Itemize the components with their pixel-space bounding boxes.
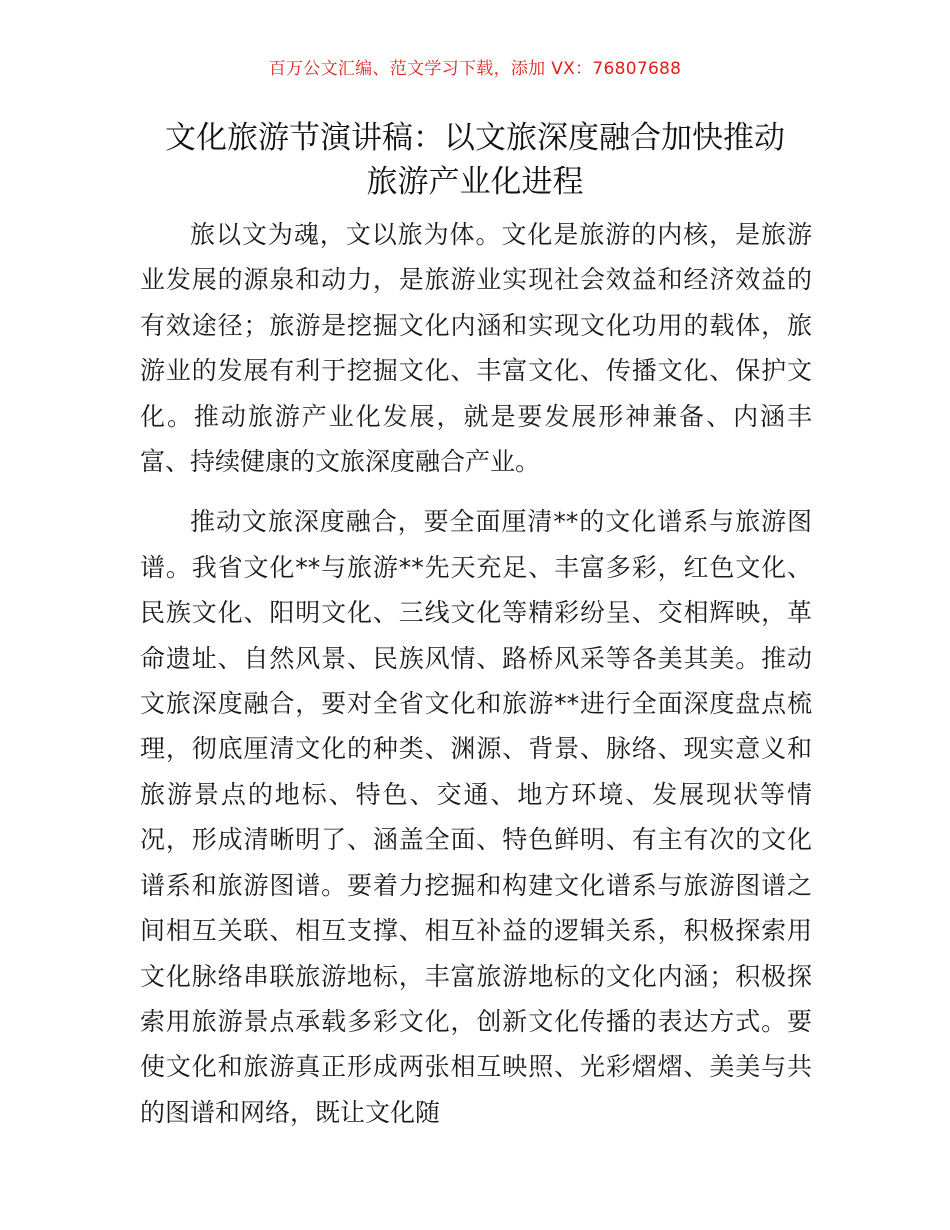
document-title [100, 116, 850, 204]
title-line-1: 文化旅游节演讲稿：以文旅深度融合加快推动 [165, 120, 785, 156]
paragraph-2: 推动文旅深度融合，要全面厘清**的文化谱系与旅游图谱。我省文化**与旅游**先天充足、丰富多彩，红色文化、民族文化、阳明文化、三线文化等精彩纷呈、交相辉映，革命遗址、自然风景、民族风情、路桥风采等各美其美。推动文旅深度融合，要对全省文化和旅游**进行全面深度盘点梳理，彻底厘清文化的种类、渊源、背景、脉络、现实意义和旅游景点的地标、特色、交通、地方环境、发展现状等情况，形成清晰明了、涵盖全面、特色鲜明、有主有次的文化谱系和旅游图谱。要着力挖掘和构建文化谱系与旅游图谱之间相互关联、相互支撑、相互补益的逻辑关系，积极探索用文化脉络串联旅游地标，丰富旅游地标的文化内涵；积极探索用旅游景点承载多彩文化，创新文化传播的表达方式。要使文化和旅游真正形成两张相互映照、光彩熠熠、美美与共的图谱和网络，既让文化随 [140, 507, 812, 1127]
paragraph-1: 旅以文为魂，文以旅为体。文化是旅游的内核，是旅游业发展的源泉和动力，是旅游业实现社会效益和经济效益的有效途径；旅游是挖掘文化内涵和实现文化功用的载体，旅游业的发展有利于挖掘文化、丰富文化、传播文化、保护文化。推动旅游产业化发展，就是要发展形神兼备、内涵丰富、持续健康的文旅深度融合产业。 [140, 220, 812, 477]
promo-banner: 百万公文汇编、范文学习下载，添加 VX：76807688 [268, 59, 682, 79]
title-line-2: 旅游产业化进程 [366, 164, 584, 200]
document-body [140, 212, 812, 1135]
